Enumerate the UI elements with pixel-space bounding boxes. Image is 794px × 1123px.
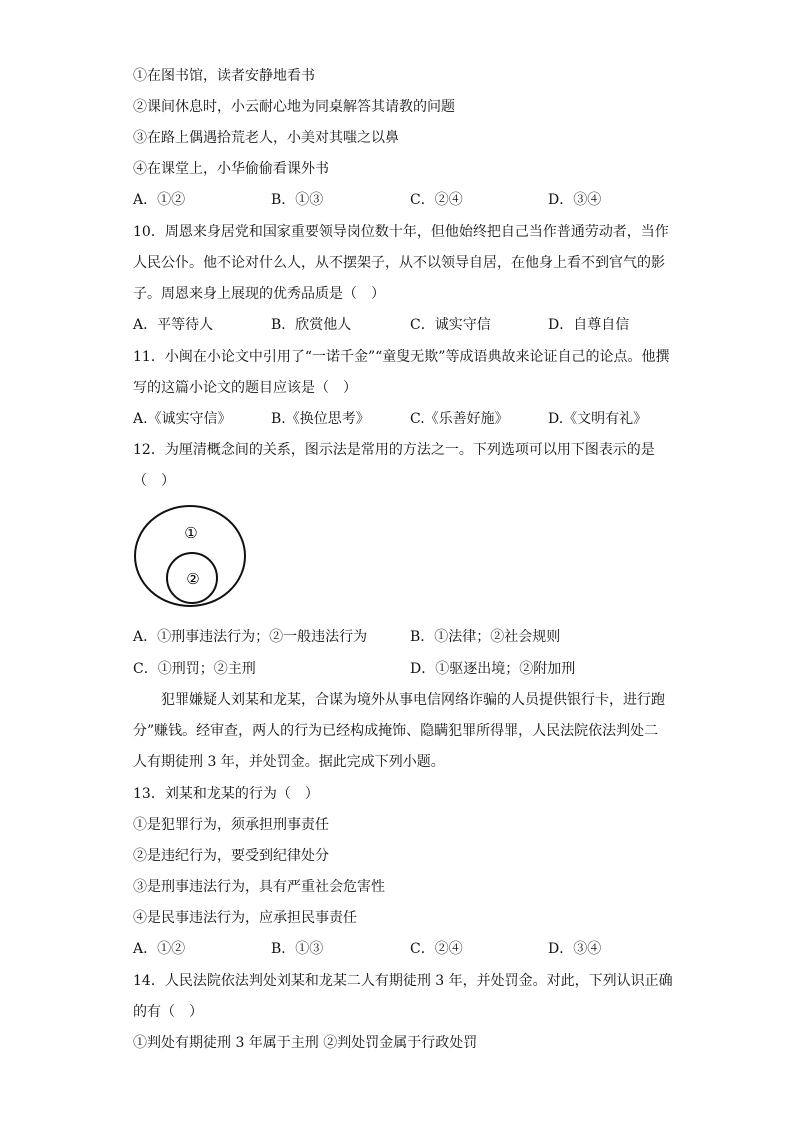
q14-stem-line-1: 14．人民法院依法判处刘某和龙某二人有期徒刑 3 年，并处罚金。对此，下列认识正确 [133,973,673,989]
q12-option-a: A．①刑事违法行为；②一般违法行为 [133,629,368,645]
concept-venn-diagram [133,504,248,609]
passage-line-3: 人有期徒刑 3 年，并处罚金。据此完成下列小题。 [133,754,445,770]
outer-circle-label: ① [184,524,198,542]
q11-stem-line-2: 写的这篇小论文的题目应该是（ ） [133,380,357,396]
q10-option-b: B．欣赏他人 [271,317,352,333]
inner-circle-label: ② [186,570,200,588]
q14-item-1: ①判处有期徒刑 3 年属于主刑 ②判处罚金属于行政处罚 [133,1035,478,1051]
q10-stem-line-1: 10．周恩来身居党和国家重要领导岗位数十年，但他始终把自己当作普通劳动者，当作 [133,224,669,240]
q13-option-b: B．①③ [271,941,324,957]
q11-option-b: B.《换位思考》 [271,411,370,427]
q13-stem: 13．刘某和龙某的行为（ ） [133,786,319,802]
q12-option-b: B．①法律；②社会规则 [410,629,561,645]
q12-option-d: D．①驱逐出境；②附加刑 [410,661,576,677]
q10-option-c: C．诚实守信 [410,317,491,333]
passage-line-2: 分”赚钱。经审查，两人的行为已经构成掩饰、隐瞒犯罪所得罪，人民法院依法判处二 [133,723,659,739]
q9-option-c: C．②④ [410,192,463,208]
q13-option-d: D．③④ [548,941,602,957]
q9-option-d: D．③④ [548,192,602,208]
q13-option-c: C．②④ [410,941,463,957]
q13-item-4: ④是民事违法行为，应承担民事责任 [133,910,357,926]
q9-item-3: ③在路上偶遇拾荒老人，小美对其嗤之以鼻 [133,130,399,146]
q13-item-2: ②是违纪行为，要受到纪律处分 [133,848,329,864]
q13-option-a: A．①② [133,941,186,957]
q10-option-a: A．平等待人 [133,317,214,333]
q10-stem-line-2: 人民公仆。他不论对什么人，从不摆架子，从不以领导自居，在他身上看不到官气的影 [133,255,665,271]
q11-option-d: D.《文明有礼》 [548,411,648,427]
q9-item-1: ①在图书馆，读者安静地看书 [133,68,315,84]
q14-stem-line-2: 的有（ ） [133,1004,203,1020]
q10-stem-line-3: 子。周恩来身上展现的优秀品质是（ ） [133,286,385,302]
q13-item-3: ③是刑事违法行为，具有严重社会危害性 [133,879,385,895]
q10-option-d: D．自尊自信 [548,317,630,333]
q9-item-4: ④在课堂上，小华偷偷看课外书 [133,161,329,177]
q12-option-c: C．①刑罚；②主刑 [133,661,256,677]
q11-option-a: A.《诚实守信》 [133,411,232,427]
q9-option-a: A．①② [133,192,186,208]
q12-stem-line-1: 12．为厘清概念间的关系，图示法是常用的方法之一。下列选项可以用下图表示的是 [133,442,655,458]
outer-circle [135,506,245,606]
q9-option-b: B．①③ [271,192,324,208]
q11-stem-line-1: 11．小闽在小论文中引用了“一诺千金”“童叟无欺”等成语典故来论证自己的论点。他撰 [133,349,670,365]
q13-item-1: ①是犯罪行为，须承担刑事责任 [133,817,329,833]
passage-line-1: 犯罪嫌疑人刘某和龙某，合谋为境外从事电信网络诈骗的人员提供银行卡，进行跑 [161,692,665,708]
q12-stem-line-2: （ ） [133,473,175,489]
q11-option-c: C.《乐善好施》 [410,411,509,427]
q9-item-2: ②课间休息时，小云耐心地为同桌解答其请教的问题 [133,99,455,115]
